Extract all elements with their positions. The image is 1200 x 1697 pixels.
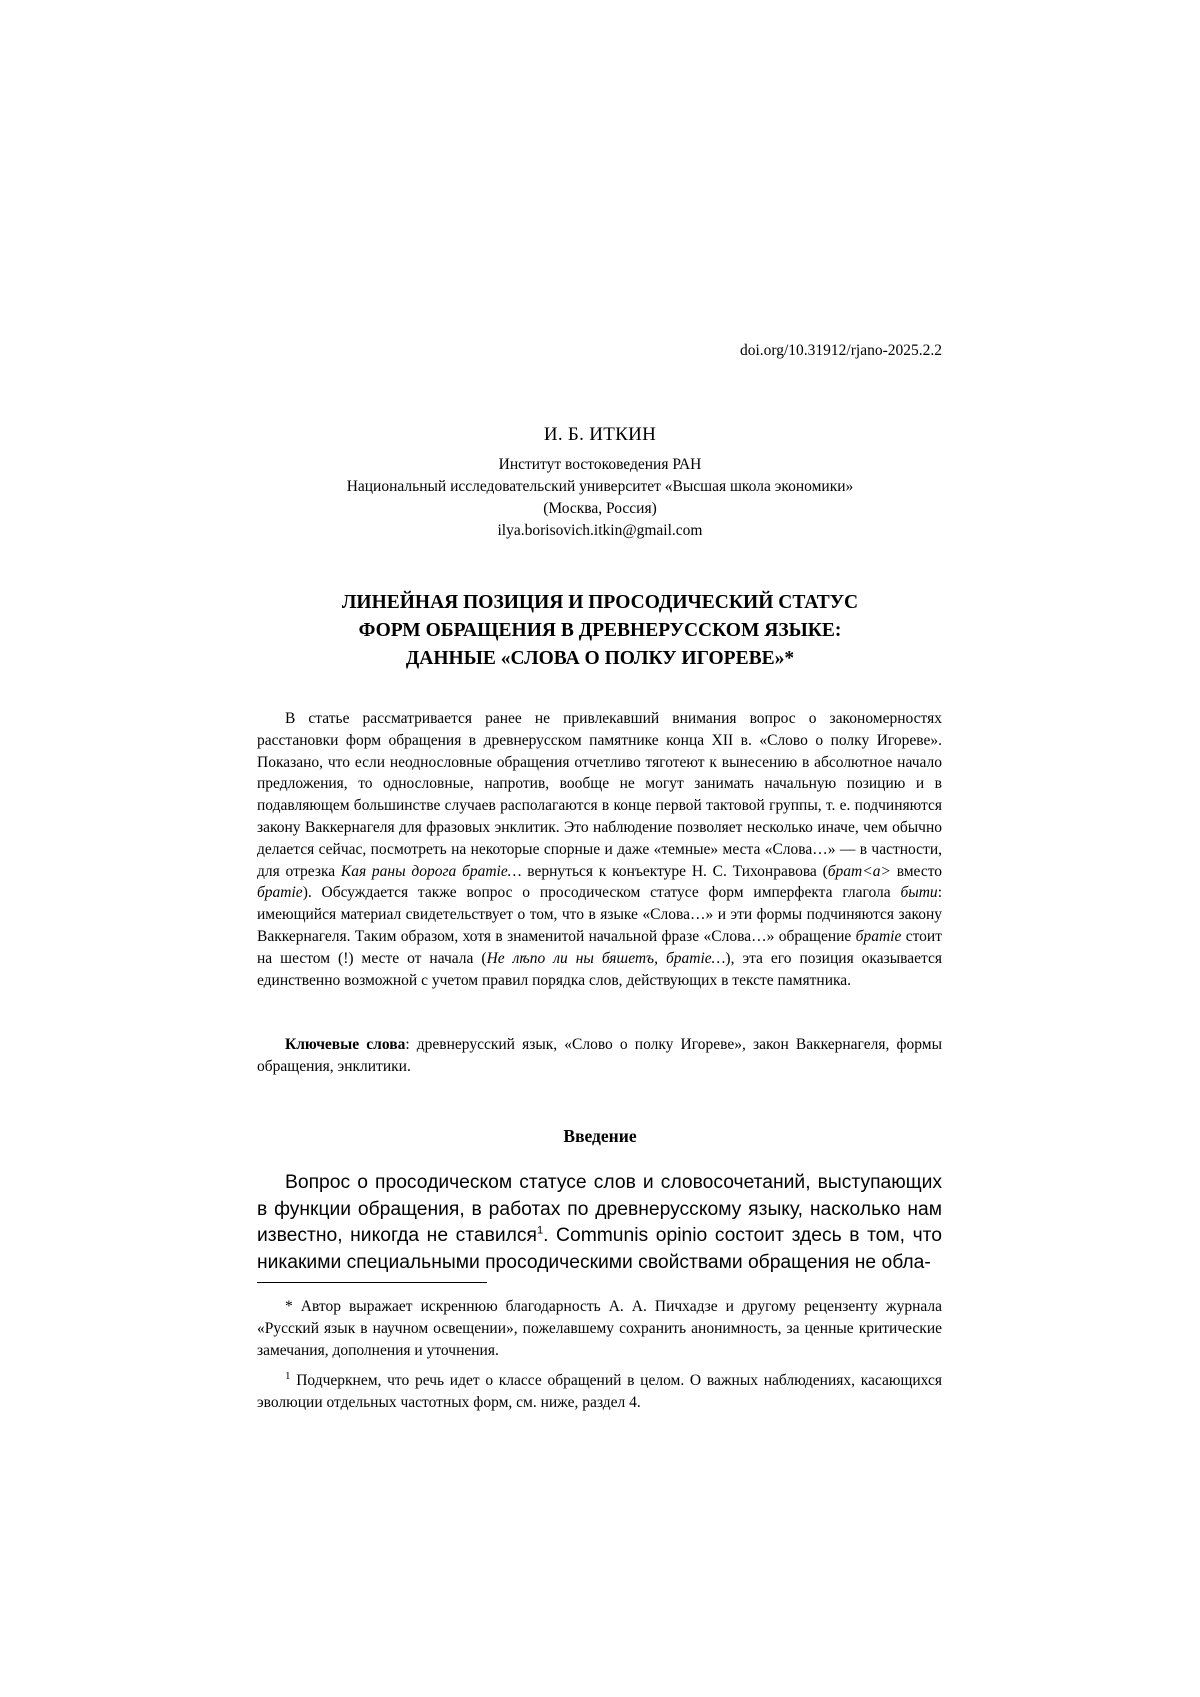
abstract-quote-4: быти [900, 884, 938, 902]
intro-text-b: . Communis opinio состоит здесь в том, что никакими специальными просодическими свойствами обращения не обла- [257, 1225, 942, 1273]
article-title [240, 589, 960, 673]
footnote-star [257, 1296, 942, 1361]
abstract-quote-6: Не лѣпо ли ны бяшетъ, братіе… [486, 949, 726, 967]
intro-paragraph [257, 1170, 942, 1276]
abstract-text-4: ). Обсуждается также вопрос о просодическом статусе форм имперфекта глагола [302, 884, 901, 902]
keywords-text: : древнерусский язык, «Слово о полку Игореве», закон Ваккернагеля, формы обращения, энклитики. [257, 1036, 942, 1075]
title-line-1: ЛИНЕЙНАЯ ПОЗИЦИЯ И ПРОСОДИЧЕСКИЙ СТАТУС [341, 592, 859, 613]
section-heading: Введение [563, 1126, 637, 1146]
abstract-quote-5: братіе [855, 927, 902, 945]
footnote-1-text: Подчеркнем, что речь идет о классе обращений в целом. О важных наблюдениях, касающихся эволюции отдельных частотных форм, см. ниже, раздел 4. [257, 1372, 942, 1411]
title-line-2: ФОРМ ОБРАЩЕНИЯ В ДРЕВНЕРУССКОМ ЯЗЫКЕ: [358, 620, 842, 641]
abstract-text-1: В статье рассматривается ранее не привлекавший внимания вопрос о закономерностях расстановки форм обращения в древнерусском памятнике конца XII в. «Слово о полку Игореве». Показано, что если неоднословные обращения отчетливо тяготеют к вынесению в абсолютное начало предложения, то однословные, напротив, вообще не могут занимать начальную позицию и в подавляющем большинстве случаев располагаются в конце первой тактовой группы, т. е. подчиняются закону Ваккернагеля для фразовых энклитик. Это наблюдение позволяет несколько иначе, чем обычно делается сейчас, посмотреть на некоторые спорные и даже «темные» места «Слова…» — в частности, для отрезка [257, 710, 942, 880]
abstract-quote-2: брат<а> [827, 862, 891, 880]
abstract [257, 708, 942, 991]
footnote-star-mark: * [285, 1298, 293, 1315]
footnote-ref-1[interactable]: 1 [536, 1224, 544, 1237]
affiliation-1: Институт востоковедения РАН [498, 456, 702, 473]
footnote-1-mark: 1 [285, 1369, 291, 1382]
author-name: И. Б. ИТКИН [543, 424, 657, 445]
abstract-text-7: ), эта его позиция оказывается единственно возможной с учетом правил порядка слов, действующих в тексте памятника. [257, 949, 942, 989]
abstract-quote-3: братіе [257, 884, 303, 902]
abstract-text-2: вернуться к конъектуре Н. С. Тихонравова ( [521, 862, 828, 880]
abstract-quote-1: Кая раны дорога братіе… [340, 862, 522, 880]
author-email[interactable]: ilya.borisovich.itkin@gmail.com [497, 522, 703, 539]
author-block [240, 424, 960, 542]
keywords-label: Ключевые слова [285, 1036, 406, 1053]
doi-link[interactable]: doi.org/10.31912/rjano-2025.2.2 [739, 342, 942, 359]
footnote-divider [257, 1282, 487, 1283]
affiliation-location: (Москва, Россия) [543, 500, 657, 517]
affiliation-2: Национальный исследовательский университет «Высшая школа экономики» [346, 478, 854, 495]
keywords [257, 1034, 942, 1078]
abstract-text-6: стоит на шестом (!) месте от начала ( [257, 927, 942, 967]
title-line-3: ДАННЫЕ «СЛОВА О ПОЛКУ ИГОРЕВЕ»* [405, 648, 795, 669]
abstract-text-3: вместо [890, 862, 943, 880]
abstract-text-5: : имеющийся материал свидетельствует о том, что в языке «Слова…» и эти формы подчиняются закону Ваккернагеля. Таким образом, хотя в знаменитой начальной фразе «Слова…» обращение [257, 884, 942, 945]
footnote-star-text: Автор выражает искреннюю благодарность А. А. Пичхадзе и другому рецензенту журнала «Русский язык в научном освещении», пожелавшему сохранить анонимность, за ценные критические замечания, дополнения и уточнения. [257, 1298, 942, 1359]
intro-text-a: Вопрос о просодическом статусе слов и словосочетаний, выступающих в функции обращения, в работах по древнерусскому языку, насколько нам известно, никогда не ставился [257, 1172, 942, 1246]
footnote-1 [257, 1370, 942, 1414]
